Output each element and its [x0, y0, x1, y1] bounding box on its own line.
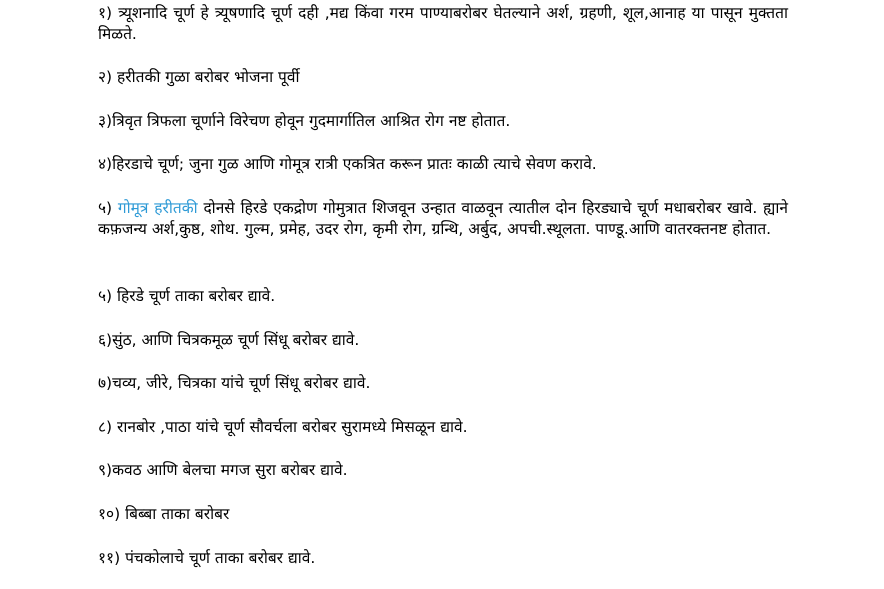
paragraph-6: ५) हिरडे चूर्ण ताका बरोबर द्यावे.	[98, 287, 276, 305]
paragraph-1: १) त्र्यूशनादि चूर्ण हे त्र्यूषणादि चूर्ण दही ,मद्य किंवा गरम पाण्याबरोबर घेतल्याने अर्श, ग्रहणी, शूल,आनाह या पासून मुक्तता मिळते.	[98, 4, 788, 43]
paragraph-8: ७)चव्य, जीरे, चित्रका यांचे चूर्ण सिंधू बरोबर द्यावे.	[98, 374, 371, 392]
paragraph-12: ११) पंचकोलाचे चूर्ण ताका बरोबर द्यावे.	[98, 549, 316, 567]
paragraph-10: ९)कवठ आणि बेलचा मगज सुरा बरोबर द्यावे.	[98, 461, 348, 479]
paragraph-3: ३)त्रिवृत त्रिफला चूर्णाने विरेचण होवून गुदमार्गातिल आश्रित रोग नष्ट होतात.	[98, 112, 511, 130]
paragraph-2: २) हरीतकी गुळा बरोबर भोजना पूर्वी	[98, 68, 300, 86]
paragraph-11: १०) बिब्बा ताका बरोबर	[98, 505, 230, 523]
paragraph-5-body: दोनसे हिरडे एकद्रोण गोमुत्रात शिजवून उन्हात वाळवून त्यातील दोन हिरड्याचे चूर्ण मधाबरोबर खावे. ह्याने कफ़जन्य अर्श,कुष्ठ, शोथ. गुल्म, प्रमेह, उदर रोग, कृमी रोग, ग्रन्थि, अर्बुद, अपची.स्थूलता. पाण्डू.आणि वातरक्तनष्ट होतात.	[98, 199, 788, 238]
paragraph-4: ४)हिरडाचे चूर्ण; जुना गुळ आणि गोमूत्र रात्री एकत्रित करून प्रातः काळी त्याचे सेवण करावे.	[98, 155, 597, 173]
paragraph-9: ८) रानबोर ,पाठा यांचे चूर्ण सौवर्चला बरोबर सुरामध्ये मिसळून द्यावे.	[98, 418, 468, 436]
paragraph-5	[98, 198, 788, 240]
paragraph-5-heading: गोमूत्र हरीतकी	[117, 199, 198, 217]
paragraph-7: ६)सुंठ, आणि चित्रकमूळ चूर्ण सिंधू बरोबर द्यावे.	[98, 331, 360, 349]
paragraph-5-number: ५)	[98, 199, 118, 217]
